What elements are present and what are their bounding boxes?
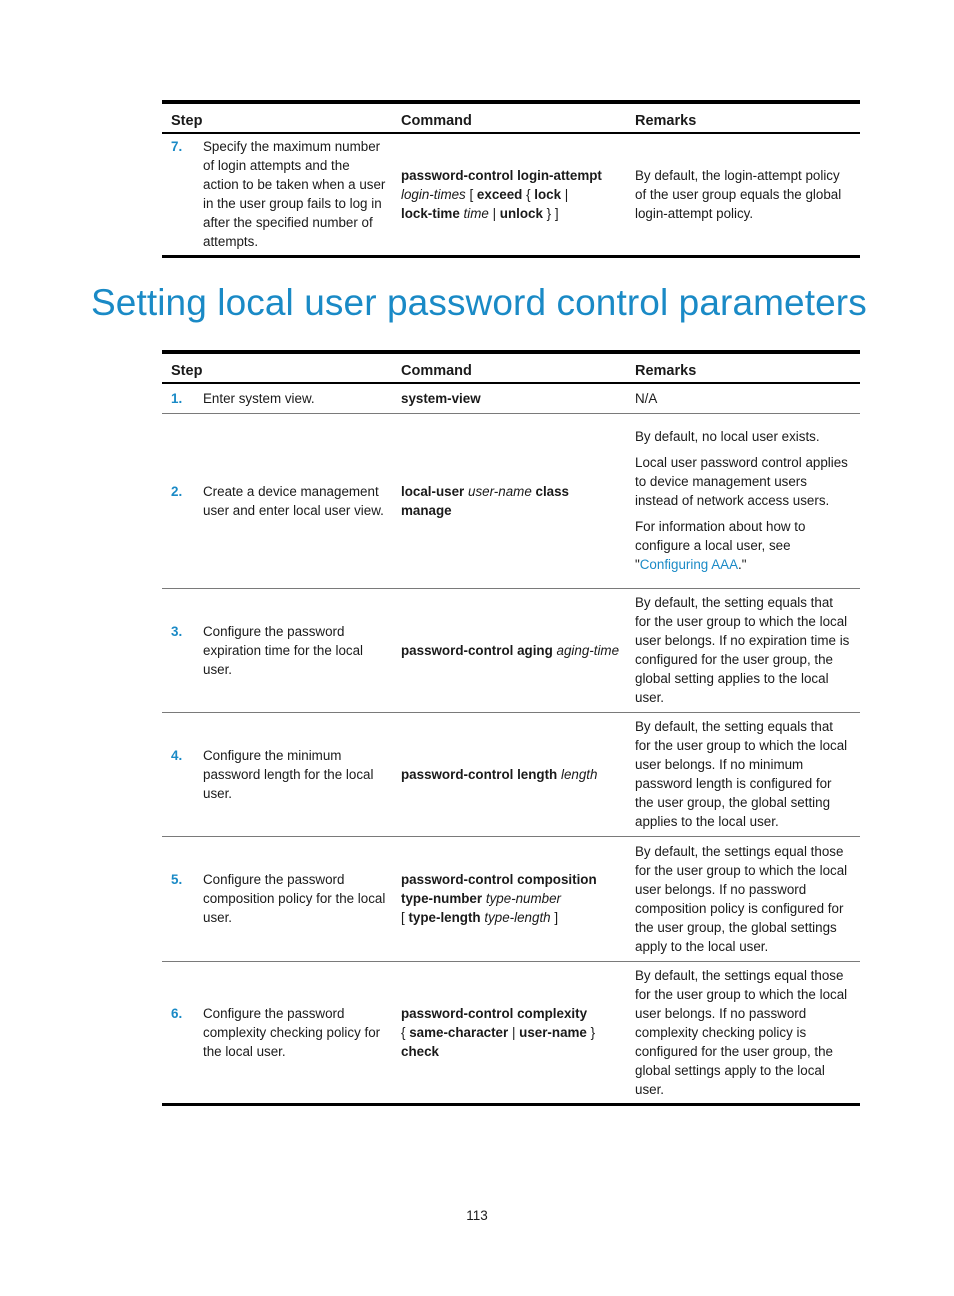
step-number: 2. xyxy=(171,483,183,499)
step-description: Configure the password expiration time for the local user. xyxy=(203,623,364,677)
step-description: Create a device management user and enter local user view. xyxy=(203,483,384,518)
step-number: 1. xyxy=(171,390,183,406)
header-remarks: Remarks xyxy=(628,352,860,383)
table-row xyxy=(162,133,860,257)
section-title: Setting local user password control parameters xyxy=(91,282,867,323)
step-number: 3. xyxy=(171,623,183,639)
table-header-row xyxy=(162,352,860,383)
step-number: 4. xyxy=(171,747,183,763)
step-number: 7. xyxy=(171,139,183,154)
remarks-cell: By default, the settings equal those for the user group to which the local user belongs. If no password complexity checking policy is configured for the user group, the global settings apply to the local user. xyxy=(635,967,848,1097)
step-number: 5. xyxy=(171,872,183,887)
step-description: Configure the password complexity checking policy for the local user. xyxy=(203,1005,381,1059)
header-step: Step xyxy=(162,352,394,383)
login-attempt-table xyxy=(162,100,860,258)
table-row xyxy=(162,836,860,961)
step-number: 6. xyxy=(171,1005,183,1021)
remarks-cell: By default, no local user exists. Local user password control applies to device management users instead of network access users. For information about how to configure a local user, see "Configuring AAA." xyxy=(635,429,848,572)
page-number: 113 xyxy=(466,1208,488,1223)
header-step: Step xyxy=(162,102,394,133)
header-command: Command xyxy=(394,102,628,133)
configuring-aaa-link[interactable]: Configuring AAA xyxy=(639,557,739,572)
command-cell: password-control complexity { same-character | user-name } check xyxy=(401,1005,596,1059)
password-control-table xyxy=(162,350,860,1106)
command-cell: system-view xyxy=(401,390,481,406)
table-row xyxy=(162,712,860,836)
remarks-cell: N/A xyxy=(635,390,658,406)
command-cell: local-user user-name class manage xyxy=(401,483,570,518)
step-description: Configure the password composition policy for the local user. xyxy=(203,872,386,925)
command-cell: password-control length length xyxy=(401,766,598,782)
command-cell: password-control aging aging-time xyxy=(401,642,620,658)
command-cell: password-control composition type-number type-number [ type-length type-length ] xyxy=(401,872,597,925)
remarks-cell: By default, the settings equal those for the user group to which the local user belongs. If no password composition policy is configured for the user group, the global settings apply to the local user. xyxy=(635,843,848,954)
step-description: Enter system view. xyxy=(203,390,315,406)
table-row xyxy=(162,961,860,1104)
header-remarks: Remarks xyxy=(628,102,860,133)
table-header-row xyxy=(162,102,860,133)
table-row xyxy=(162,383,860,413)
table-row xyxy=(162,413,860,588)
remarks-cell: By default, the setting equals that for the user group to which the local user belongs. If no minimum password length is configured for the user group, the global setting applies to the local user. xyxy=(635,719,848,829)
step-description: Specify the maximum number of login attempts and the action to be taken when a user in the user group fails to log in after the specified number of attempts. xyxy=(203,139,386,249)
remarks-cell: By default, the setting equals that for the user group to which the local user belongs. If no expiration time is configured for the user group, the global setting applies to the local user. xyxy=(635,595,850,705)
header-command: Command xyxy=(394,352,628,383)
step-description: Configure the minimum password length for the local user. xyxy=(203,747,374,801)
command-cell: password-control login-attempt login-times [ exceed { lock | lock-time time | unlock } ] xyxy=(401,168,602,221)
remarks-cell: By default, the login-attempt policy of the user group equals the global login-attempt policy. xyxy=(635,168,842,221)
table-row xyxy=(162,588,860,712)
